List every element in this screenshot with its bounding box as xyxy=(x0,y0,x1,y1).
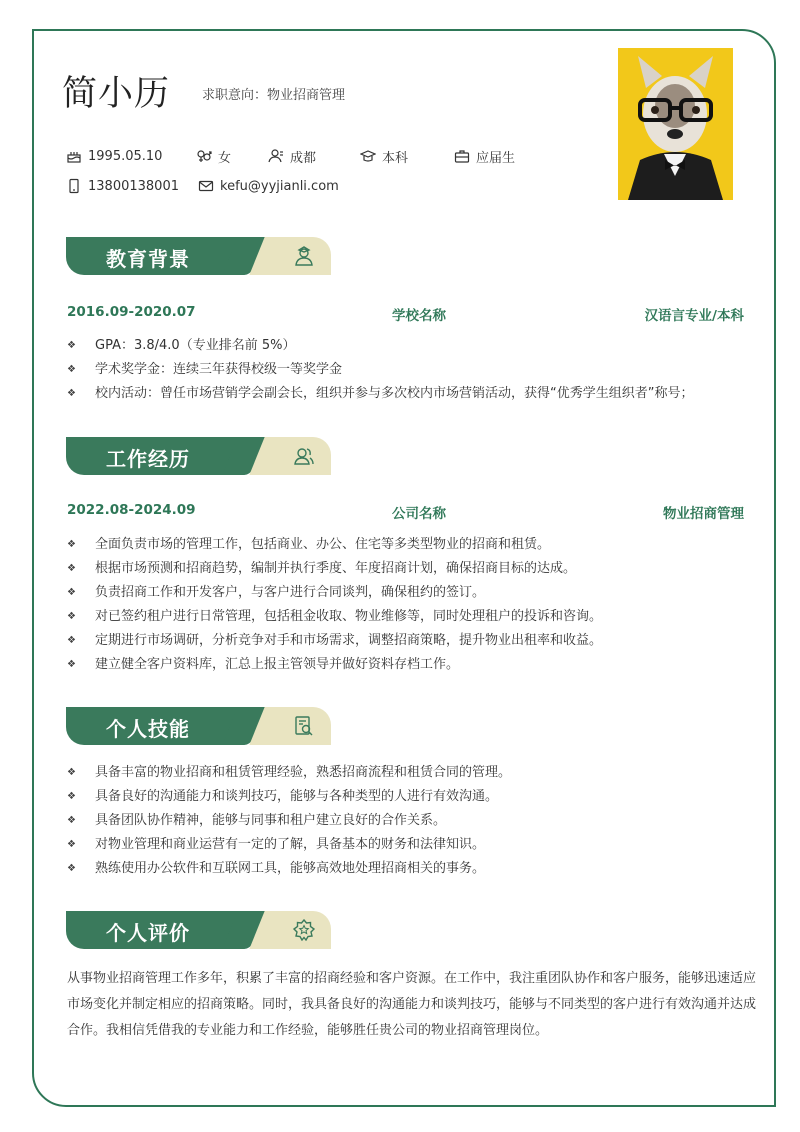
list-item: ❖ 校内活动：曾任市场营销学会副会长，组织并参与多次校内市场营销活动，获得“优秀学生组织者”称号； xyxy=(67,382,767,406)
list-item: ❖ 对已签约租户进行日常管理，包括租金收取、物业维修等，同时处理租户的投诉和咨询。 xyxy=(67,605,767,629)
job-status: 应届生 xyxy=(476,150,516,166)
degree-info xyxy=(360,146,408,166)
gender: 女 xyxy=(218,150,232,166)
evaluation-text: 从事物业招商管理工作多年，积累了丰富的招商经验和客户资源。在工作中，我注重团队协作和客户服务，能够迅速适应市场变化并制定相应的招商策略。同时，我具备良好的沟通能力和谈判技巧，能够与不同类型的客户进行有效沟通并达成合作。我相信凭借我的专业能力和工作经验，能够胜任贵公司的物业招商管理岗位。 xyxy=(67,971,757,1038)
candidate-name: 简小历 xyxy=(62,74,171,114)
cake-icon xyxy=(66,148,82,164)
evaluation-title: 个人评价 xyxy=(106,921,190,945)
gender-icon xyxy=(196,148,212,164)
document-search-icon xyxy=(293,715,315,737)
education-title: 教育背景 xyxy=(106,247,190,271)
dog-portrait-image xyxy=(618,48,733,200)
education-period: 2016.09-2020.07 xyxy=(67,304,196,320)
list-item: ❖ 具备团队协作精神，能够与同事和租户建立良好的合作关系。 xyxy=(67,809,767,833)
list-item: ❖ 具备良好的沟通能力和谈判技巧，能够与各种类型的人进行有效沟通。 xyxy=(67,785,767,809)
school-name: 学校名称 xyxy=(392,308,446,324)
major: 汉语言专业/本科 xyxy=(644,308,744,324)
phone-info xyxy=(66,176,179,196)
list-item: ❖ 对物业管理和商业运营有一定的了解，具备基本的财务和法律知识。 xyxy=(67,833,767,857)
phone-number: 13800138001 xyxy=(88,178,179,194)
skills-title: 个人技能 xyxy=(106,717,190,741)
briefcase-icon xyxy=(454,148,470,164)
email-info xyxy=(198,176,339,196)
education-section-header xyxy=(66,237,266,275)
profile-photo xyxy=(618,48,733,200)
skills-list xyxy=(67,761,767,881)
work-title: 工作经历 xyxy=(106,447,190,471)
team-icon xyxy=(293,445,315,467)
student-icon xyxy=(293,245,315,267)
list-item: ❖ 学术奖学金：连续三年获得校级一等奖学金 xyxy=(67,358,767,382)
position: 物业招商管理 xyxy=(663,506,744,522)
gender-info xyxy=(196,146,231,166)
skills-section-header xyxy=(66,707,266,745)
work-period: 2022.08-2024.09 xyxy=(67,502,196,518)
list-item: ❖ 定期进行市场调研，分析竞争对手和市场需求，调整招商策略，提升物业出租率和收益。 xyxy=(67,629,767,653)
birth-info xyxy=(66,146,162,166)
award-badge-icon xyxy=(293,919,315,941)
mail-icon xyxy=(198,178,214,194)
graduation-cap-icon xyxy=(360,148,376,164)
work-section-header xyxy=(66,437,266,475)
evaluation-section-header xyxy=(66,911,266,949)
degree: 本科 xyxy=(382,150,409,166)
location: 成都 xyxy=(290,150,317,166)
user-icon xyxy=(268,148,284,164)
list-item: ❖ 建立健全客户资料库，汇总上报主管领导并做好资料存档工作。 xyxy=(67,653,767,677)
job-intention: 求职意向：物业招商管理 xyxy=(202,88,346,103)
work-list xyxy=(67,533,767,677)
birth-date: 1995.05.10 xyxy=(88,148,163,164)
company-name: 公司名称 xyxy=(392,506,446,522)
list-item: ❖ 负责招商工作和开发客户，与客户进行合同谈判，确保租约的签订。 xyxy=(67,581,767,605)
status-info xyxy=(454,146,515,166)
list-item: ❖ 根据市场预测和招商趋势，编制并执行季度、年度招商计划，确保招商目标的达成。 xyxy=(67,557,767,581)
education-list xyxy=(67,334,767,406)
work-row xyxy=(67,502,744,522)
phone-icon xyxy=(66,178,82,194)
list-item: ❖ 全面负责市场的管理工作，包括商业、办公、住宅等多类型物业的招商和租赁。 xyxy=(67,533,767,557)
education-row xyxy=(67,304,744,324)
list-item: ❖ GPA：3.8/4.0（专业排名前 5%） xyxy=(67,334,767,358)
list-item: ❖ 熟练使用办公软件和互联网工具，能够高效地处理招商相关的事务。 xyxy=(67,857,767,881)
list-item: ❖ 具备丰富的物业招商和租赁管理经验，熟悉招商流程和租赁合同的管理。 xyxy=(67,761,767,785)
email-address: kefu@yyjianli.com xyxy=(220,178,339,194)
location-info xyxy=(268,146,316,166)
